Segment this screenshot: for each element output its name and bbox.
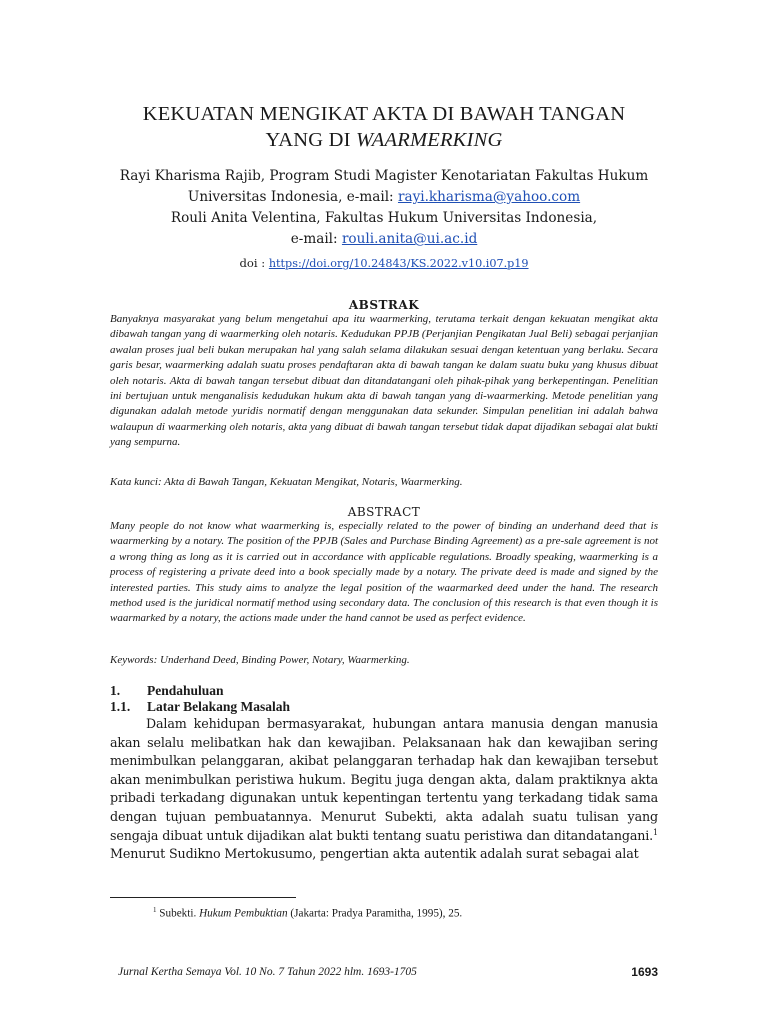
footnote-number: 1	[153, 906, 157, 914]
author-1-affiliation	[60, 187, 708, 208]
footnote-ref[interactable]: 1	[653, 827, 658, 837]
footnote-book-title: Hukum Pembuktian	[199, 907, 288, 920]
paper-title	[100, 101, 668, 153]
title-line-2	[100, 127, 668, 153]
title-line-2-prefix: YANG DI	[265, 129, 356, 151]
title-line-2-italic: WAARMERKING	[355, 129, 503, 151]
abstrak-text: Banyaknya masyarakat yang belum mengetahui apa itu waarmerking, terutama terkait dengan kekuatan mengikat akta dibawah tangan yang di waarmerking oleh notaris. Kedudukan PPJB (Perjanjian Pengikatan Jual Beli) sebagai perjanjian awalan proses jual beli bukan merupakan hal yang salah selama dilakukan sesuai dengan ketentuan yang berlaku. Secara garis besar, waarmerking adalah suatu proses pendaftaran akta di bawah tangan ke dalam suatu buku yang khusus dibuat oleh notaris. Akta di bawah tangan tersebut dibuat dan ditandatangani oleh pihak-pihak yang berkepentingan. Penelitian ini bertujuan untuk menganalisis kedudukan hukum akta di bawah tangan yang di-waarmerking. Metode penelitian yang digunakan adalah metode yuridis normatif dengan menggunakan data sekunder. Simpulan penelitian ini adalah bahwa walaupun di waarmerking oleh notaris, akta yang dibuat di bawah tangan tersebut tidak dapat dijadikan sebagai alat bukti yang sempurna.	[110, 313, 658, 449]
author-block	[60, 166, 708, 250]
email-2-link[interactable]: rouli.anita@ui.ac.id	[341, 231, 478, 247]
doi-line	[60, 256, 708, 270]
abstract-text: Many people do not know what waarmerking is, especially related to the power of binding an underhand deed that is waarmerking by a notary. The position of the PPJB (Sales and Purchase Binding Agreement) as a pre-sale agreement is not a wrong thing as long as it is carried out in accordance with applicable regulations. Broadly speaking, waarmerking is a process of registering a private deed into a book specially made by a notary. The private deed is made and signed by the interested parties. This study aims to analyze the legal position of the waarmarked deed under the hand. The research method used is the juridical normatif method using secondary data. The conclusion of this research is that even though it is waarmarked by a notary, the actions made under the hand cannot be used as perfect evidence.	[110, 520, 658, 625]
journal-footer: Jurnal Kertha Semaya Vol. 10 No. 7 Tahun 2022 hlm. 1693-1705	[118, 966, 417, 978]
footnote-divider	[110, 897, 296, 898]
kata-kunci: Kata kunci: Akta di Bawah Tangan, Kekuatan Mengikat, Notaris, Waarmerking.	[110, 476, 463, 488]
body-continuation: Menurut Sudikno Mertokusumo, pengertian akta autentik adalah surat sebagai alat	[110, 846, 639, 862]
section-heading-1	[110, 683, 224, 699]
section-1-title: Pendahuluan	[147, 683, 224, 698]
affiliation-1-prefix: Universitas Indonesia, e-mail:	[187, 189, 398, 205]
section-heading-1-1	[110, 699, 290, 715]
footnote-author: Subekti.	[156, 907, 200, 920]
author-1: Rayi Kharisma Rajib, Program Studi Magister Kenotariatan Fakultas Hukum	[119, 168, 649, 184]
doi-link[interactable]: https://doi.org/10.24843/KS.2022.v10.i07.p19	[268, 257, 529, 270]
abstrak-heading: ABSTRAK	[348, 298, 420, 312]
footnote-rest: (Jakarta: Pradya Paramitha, 1995), 25.	[287, 907, 463, 920]
section-1-1-title: Latar Belakang Masalah	[147, 699, 291, 714]
email-1-link[interactable]: rayi.kharisma@yahoo.com	[397, 189, 581, 205]
author-2: Rouli Anita Velentina, Fakultas Hukum Universitas Indonesia,	[170, 210, 598, 226]
section-1-1-number: 1.1.	[110, 699, 131, 714]
body-paragraph	[110, 715, 658, 864]
abstract-heading: ABSTRACT	[347, 505, 421, 519]
doi-label: doi :	[239, 256, 269, 270]
keywords: Keywords: Underhand Deed, Binding Power, Notary, Waarmerking.	[110, 654, 410, 666]
page-number: 1693	[631, 965, 658, 979]
body-paragraph-text: Dalam kehidupan bermasyarakat, hubungan antara manusia dengan manusia akan selalu melibatkan hak dan kewajiban. Pelaksanaan hak dan kewajiban sering menimbulkan pelanggaran, akibat pelanggaran terhadap hak dan kewajiban tersebut akan menimbulkan peristiwa hukum. Begitu juga dengan akta, dalam praktiknya akta pribadi terkadang digunakan untuk kepentingan tertentu yang terkadang tidak sama dengan tujuan pembuatannya. Menurut Subekti, akta adalah suatu tulisan yang sengaja dibuat untuk dijadikan alat bukti tentang suatu peristiwa dan ditandatangani.	[110, 716, 658, 843]
title-line-1: KEKUATAN MENGIKAT AKTA DI BAWAH TANGAN	[142, 103, 626, 125]
section-1-number: 1.	[110, 683, 121, 698]
email-2-prefix: e-mail:	[290, 231, 342, 247]
footnote	[153, 906, 462, 920]
author-2-email-line	[60, 229, 708, 250]
